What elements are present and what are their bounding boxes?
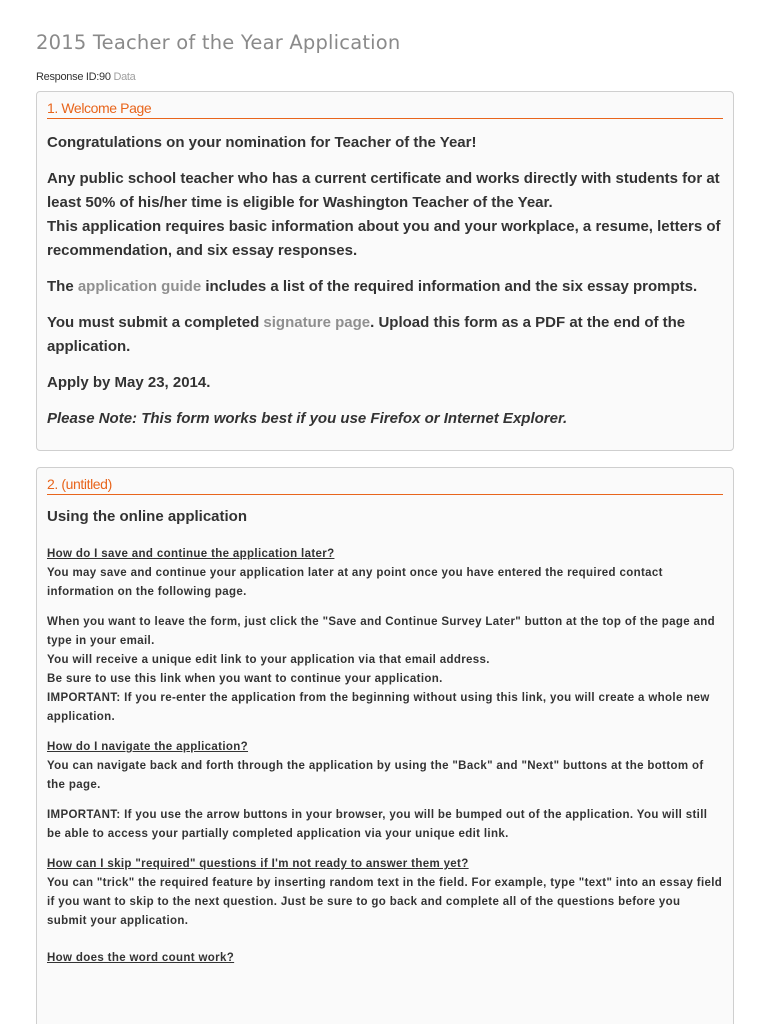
data-link[interactable]: Data <box>113 71 136 83</box>
response-id: Response ID:90 <box>36 71 111 83</box>
faq-question-skip: How can I skip "required" questions if I'm not ready to answer them yet? <box>47 858 469 870</box>
faq-skip <box>47 855 723 931</box>
section-heading-untitled: 2. (untitled) <box>47 468 723 495</box>
faq-question-navigate: How do I navigate the application? <box>47 741 249 753</box>
requirements-text: This application requires basic information about you and your workplace, a resume, letters of recommendation, and six essay responses. <box>47 218 721 259</box>
eligibility-block <box>47 167 723 263</box>
faq-save <box>47 545 723 602</box>
faq-navigate <box>47 738 723 795</box>
signature-text-pre: You must submit a completed <box>47 314 264 331</box>
section-heading-welcome: 1. Welcome Page <box>47 92 723 119</box>
deadline-text: Apply by May 23, 2014. <box>47 374 211 391</box>
arrow-buttons-warning: IMPORTANT: If you use the arrow buttons in your browser, you will be bumped out of the application. You will still be able to access your partially completed application via your unique edit link. <box>47 809 708 840</box>
save-instructions: When you want to leave the form, just click the "Save and Continue Survey Later" button at the top of the page and type in your email. <box>47 616 716 647</box>
application-guide-link[interactable]: application guide <box>77 278 202 295</box>
faq-answer-save: You may save and continue your application later at any point once you have entered the required contact information on the following page. <box>47 567 663 598</box>
signature-text-post: . Upload this form as a PDF at the end of the application. <box>47 314 686 355</box>
faq-answer-navigate: You can navigate back and forth through the application by using the "Back" and "Next" buttons at the bottom of the page. <box>47 760 704 791</box>
page-title: 2015 Teacher of the Year Application <box>36 31 401 54</box>
edit-link-reminder: Be sure to use this link when you want to continue your application. <box>47 673 443 685</box>
guide-text-post: includes a list of the required information and the six essay prompts. <box>201 278 698 295</box>
faq-save-details <box>47 613 723 727</box>
signature-text <box>47 311 723 359</box>
eligibility-text: Any public school teacher who has a current certificate and works directly with students for at least 50% of his/her time is eligible for Washington Teacher of the Year. <box>47 170 720 211</box>
welcome-page-section <box>36 91 734 451</box>
signature-page-link[interactable]: signature page <box>263 314 371 331</box>
guide-text-pre: The <box>47 278 78 295</box>
faq-question-word-count: How does the word count work? <box>47 952 235 964</box>
edit-link-info: You will receive a unique edit link to your application via that email address. <box>47 654 490 666</box>
guide-text <box>47 275 723 299</box>
faq-answer-skip: You can "trick" the required feature by inserting random text in the field. For example, type "text" into an essay field if you want to skip to the next question. Just be sure to go back and complete all of the questions before you submit your application. <box>47 877 723 927</box>
re-enter-warning: IMPORTANT: If you re-enter the application from the beginning without using this link, you will create a whole new application. <box>47 692 710 723</box>
browser-note: Please Note: This form works best if you use Firefox or Internet Explorer. <box>47 410 568 427</box>
congratulations-text: Congratulations on your nomination for Teacher of the Year! <box>47 134 477 151</box>
online-application-heading: Using the online application <box>47 508 248 525</box>
response-id-line <box>36 70 734 84</box>
faq-question-save: How do I save and continue the application later? <box>47 548 335 560</box>
untitled-section <box>36 467 734 1024</box>
